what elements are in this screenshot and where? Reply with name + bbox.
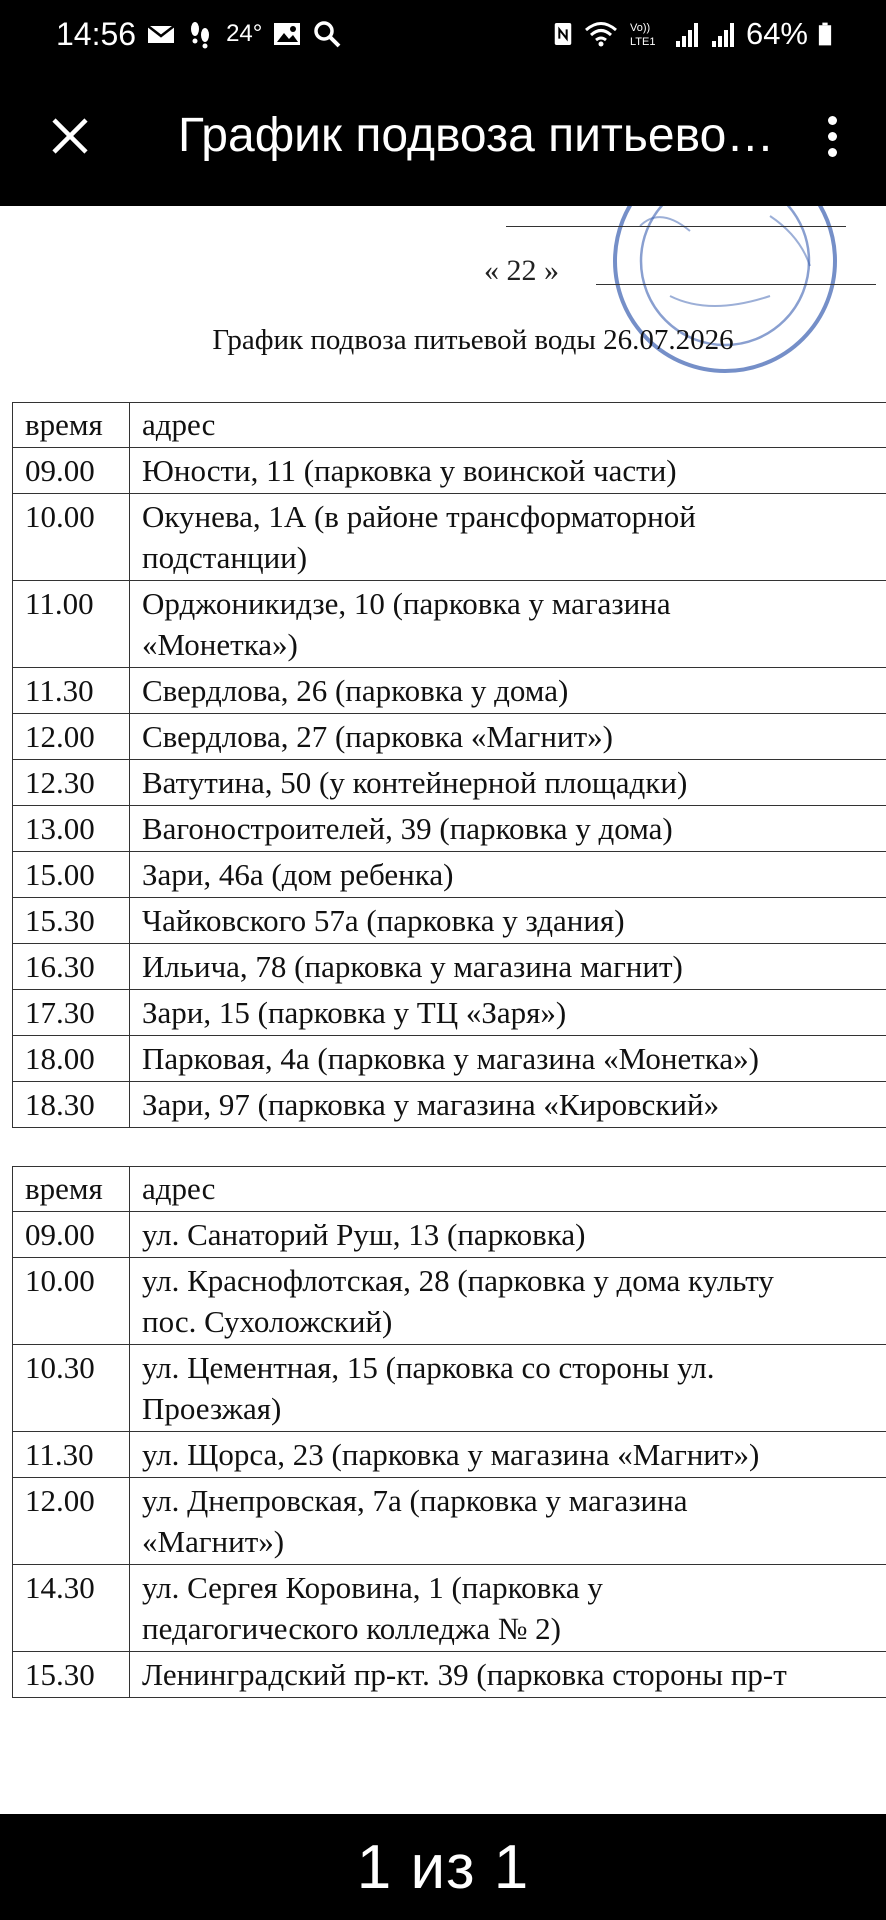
date-underline	[596, 284, 876, 285]
address-line: ул. Щорса, 23 (парковка у магазина «Магнит»)	[142, 1437, 760, 1472]
page-indicator: 1 из 1	[356, 1832, 530, 1902]
table-header-row	[13, 1167, 886, 1212]
address-line: подстанции)	[142, 540, 308, 575]
address-line: Свердлова, 26 (парковка у дома)	[142, 673, 569, 708]
address-line: «Монетка»)	[142, 627, 298, 662]
row-address	[130, 1652, 886, 1698]
row-address	[130, 852, 886, 898]
address-line: Юности, 11 (парковка у воинской части)	[142, 453, 677, 488]
row-time: 15.30	[13, 1652, 130, 1698]
status-battery-level: 64%	[745, 16, 808, 51]
address-line: Ватутина, 50 (у контейнерной площадки)	[142, 765, 688, 800]
header-address: адрес	[130, 1167, 886, 1212]
row-address	[130, 1345, 886, 1432]
table-row	[13, 806, 886, 852]
table-row	[13, 668, 886, 714]
table-row	[13, 760, 886, 806]
address-line: ул. Цементная, 15 (парковка со стороны ул.	[142, 1350, 715, 1385]
document-title: График подвоза питьево…	[178, 109, 775, 162]
table-row	[13, 1652, 886, 1698]
app-bar	[0, 68, 886, 206]
signature-line	[506, 226, 846, 227]
row-time: 10.00	[13, 494, 130, 581]
address-line: Окунева, 1А (в районе трансформаторной	[142, 499, 696, 534]
address-line: ул. Сергея Коровина, 1 (парковка у	[142, 1570, 603, 1605]
address-line: Орджоникидзе, 10 (парковка у магазина	[142, 586, 671, 621]
row-address	[130, 1258, 886, 1345]
row-address	[130, 494, 886, 581]
row-time: 12.00	[13, 714, 130, 760]
header-time: время	[13, 1167, 130, 1212]
schedule-table-2	[12, 1166, 886, 1698]
table-row	[13, 898, 886, 944]
table-row	[13, 1432, 886, 1478]
address-line: педагогического колледжа № 2)	[142, 1611, 561, 1646]
address-line: Ленинградский пр-кт. 39 (парковка стороны пр-т	[142, 1657, 787, 1692]
table-row	[13, 448, 886, 494]
address-line: ул. Краснофлотская, 28 (парковка у дома культу	[142, 1263, 774, 1298]
schedule-table-1	[12, 402, 886, 1128]
row-address	[130, 898, 886, 944]
status-temperature: 24°	[226, 20, 263, 47]
table-row	[13, 1036, 886, 1082]
row-address	[130, 448, 886, 494]
row-address	[130, 581, 886, 668]
table-row	[13, 1258, 886, 1345]
row-address	[130, 1036, 886, 1082]
row-time: 11.30	[13, 1432, 130, 1478]
row-address	[130, 990, 886, 1036]
signal-icon	[710, 19, 736, 49]
row-time: 10.30	[13, 1345, 130, 1432]
wifi-icon	[584, 19, 618, 49]
address-line: Зари, 15 (парковка у ТЦ «Заря»)	[142, 995, 567, 1030]
search-icon	[312, 19, 342, 49]
steps-icon	[186, 19, 216, 49]
header-address: адрес	[130, 403, 886, 448]
row-address	[130, 944, 886, 990]
close-button[interactable]	[38, 104, 102, 168]
row-time: 15.00	[13, 852, 130, 898]
address-line: Парковая, 4а (парковка у магазина «Монетка»)	[142, 1041, 759, 1076]
nfc-icon	[552, 19, 574, 49]
table-header-row	[13, 403, 886, 448]
row-address	[130, 1565, 886, 1652]
row-address	[130, 1082, 886, 1128]
header-time: время	[13, 403, 130, 448]
table-row	[13, 852, 886, 898]
close-icon	[50, 116, 90, 156]
row-time: 10.00	[13, 1258, 130, 1345]
svg-text:LTE1: LTE1	[629, 36, 656, 48]
row-address	[130, 1212, 886, 1258]
table-row	[13, 1212, 886, 1258]
row-time: 09.00	[13, 1212, 130, 1258]
address-line: пос. Сухоложский)	[142, 1304, 393, 1339]
row-time: 18.00	[13, 1036, 130, 1082]
row-address	[130, 760, 886, 806]
official-stamp	[600, 206, 850, 386]
address-line: Зари, 46а (дом ребенка)	[142, 857, 454, 892]
row-time: 14.30	[13, 1565, 130, 1652]
row-time: 12.00	[13, 1478, 130, 1565]
row-time: 11.00	[13, 581, 130, 668]
status-bar	[0, 0, 886, 68]
table-row	[13, 1565, 886, 1652]
status-bar-right	[552, 14, 832, 54]
status-bar-left	[56, 14, 342, 54]
volte-icon	[628, 19, 664, 49]
address-line: Вагоностроителей, 39 (парковка у дома)	[142, 811, 673, 846]
document-view[interactable]	[0, 206, 886, 1814]
address-line: ул. Днепровская, 7а (парковка у магазина	[142, 1483, 688, 1518]
more-vert-icon	[828, 116, 837, 125]
address-line: Ильича, 78 (парковка у магазина магнит)	[142, 949, 683, 984]
table-row	[13, 1082, 886, 1128]
date-mark: « 22 »	[484, 254, 559, 287]
signal-icon	[674, 19, 700, 49]
status-time: 14:56	[56, 15, 137, 52]
schedule-heading: График подвоза питьевой воды 26.07.2026	[212, 324, 734, 356]
table-row	[13, 990, 886, 1036]
image-icon	[272, 19, 302, 49]
table-row	[13, 944, 886, 990]
row-time: 12.30	[13, 760, 130, 806]
row-address	[130, 668, 886, 714]
more-options-button[interactable]	[804, 104, 860, 168]
address-line: Чайковского 57а (парковка у здания)	[142, 903, 625, 938]
row-time: 16.30	[13, 944, 130, 990]
row-time: 13.00	[13, 806, 130, 852]
row-address	[130, 714, 886, 760]
row-time: 09.00	[13, 448, 130, 494]
address-line: Зари, 97 (парковка у магазина «Кировский»	[142, 1087, 720, 1122]
battery-icon	[818, 19, 832, 49]
table-row	[13, 494, 886, 581]
row-time: 17.30	[13, 990, 130, 1036]
table-row	[13, 1345, 886, 1432]
table-row	[13, 1478, 886, 1565]
address-line: Проезжая)	[142, 1391, 282, 1426]
address-line: «Магнит»)	[142, 1524, 285, 1559]
table-row	[13, 714, 886, 760]
row-time: 11.30	[13, 668, 130, 714]
table-row	[13, 581, 886, 668]
row-time: 15.30	[13, 898, 130, 944]
row-address	[130, 806, 886, 852]
row-time: 18.30	[13, 1082, 130, 1128]
row-address	[130, 1478, 886, 1565]
address-line: Свердлова, 27 (парковка «Магнит»)	[142, 719, 613, 754]
svg-text:Vo)): Vo))	[629, 22, 651, 34]
address-line: ул. Санаторий Руш, 13 (парковка)	[142, 1217, 586, 1252]
row-address	[130, 1432, 886, 1478]
mail-icon	[146, 19, 176, 49]
bottom-bar	[0, 1814, 886, 1920]
